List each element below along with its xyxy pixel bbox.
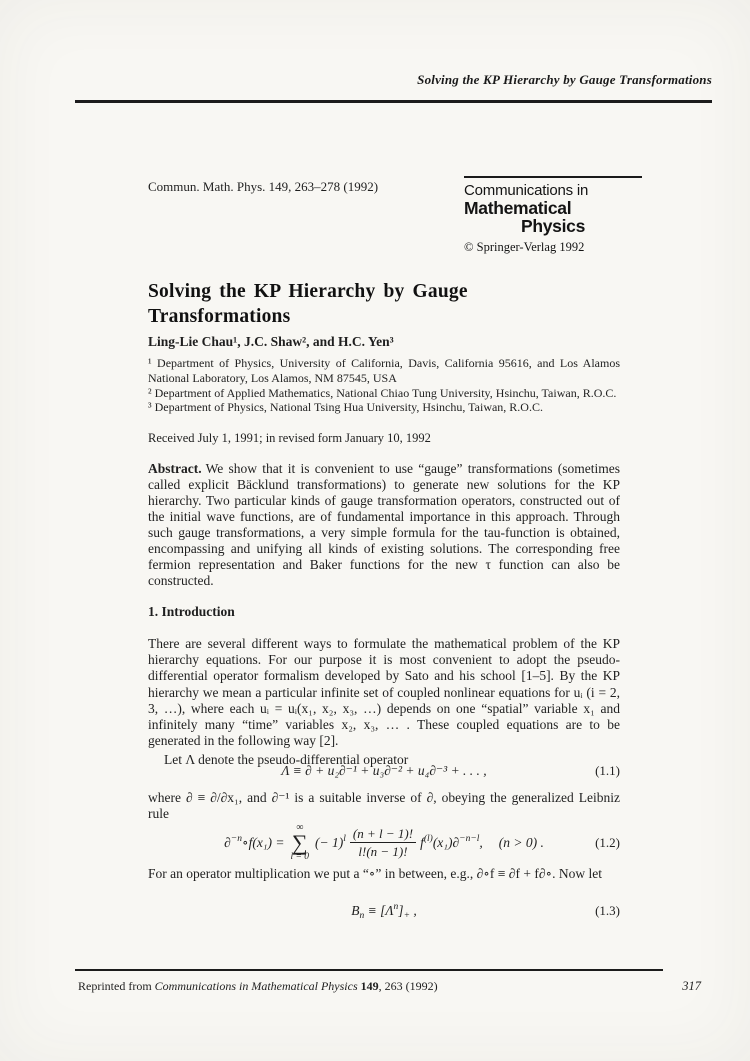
authors-line: Ling-Lie Chau¹, J.C. Shaw², and H.C. Yen³ (148, 334, 394, 349)
equation-1-1-body: Λ ≡ ∂ + u₂∂⁻¹ + u₃∂⁻² + u₄∂⁻³ + . . . , (281, 763, 487, 778)
math-fragment: ≡ [Λ (364, 903, 394, 918)
summation-upper-limit: ∞ (296, 822, 304, 834)
publisher-logo (464, 176, 642, 255)
intro-paragraph-1: There are several different ways to formulate the mathematical problem of the KP hierarchy equations. For our purpose it is most convenient to adopt the pseudo-differential operator formalism developed by Sato and his school [1–5]. By the KP hierarchy we mean a particular infinite set of coupled nonlinear equations for uᵢ (i = 2, 3, …), where each uᵢ = uᵢ(x₁, x₂, x₃, …) depends on one “spatial” variable x₁ and infinitely many “time” variables x₂, x₃, … . These coupled equations are to be generated in the following way [2]. (148, 636, 620, 749)
math-fragment: , (409, 903, 417, 918)
eq2-coefficient (315, 835, 346, 851)
affiliation-item-1: ¹ Department of Physics, University of California, Davis, California 95616, and Los Alamos National Laboratory, Los Alamos, NM 87545, USA (148, 356, 620, 385)
fraction-denominator: l!(n − 1)! (358, 844, 408, 860)
equation-1-3-body (351, 902, 417, 921)
footer-citation-journal: Communications in Mathematical Physics (154, 979, 361, 993)
footer-citation (78, 979, 438, 994)
math-fragment: f (420, 834, 424, 850)
eq2-tail (420, 835, 483, 851)
running-head: Solving the KP Hierarchy by Gauge Transformations (417, 72, 712, 87)
math-subscript: n (359, 911, 365, 921)
math-superscript: (l) (423, 833, 433, 844)
affiliation-item-2: ² Department of Applied Mathematics, National Chiao Tung University, Hsinchu, Taiwan, R.O.C. (148, 385, 617, 400)
math-fragment: ∂ (224, 834, 231, 850)
equation-1-2-number: (1.2) (595, 835, 620, 850)
footer-citation-prefix: Reprinted from (78, 979, 155, 993)
equation-1-1-number: (1.1) (595, 763, 620, 778)
math-fragment: B (351, 903, 360, 918)
equation-1-2-body (224, 823, 544, 862)
logo-communications-in: Communications in (464, 182, 589, 199)
intro-paragraph-4: For an operator multiplication we put a “∘” in between, e.g., ∂∘f ≡ ∂f + f∂∘. Now let (148, 866, 602, 881)
equation-1-2 (148, 820, 620, 866)
logo-mathematical: Mathematical (464, 198, 572, 218)
math-superscript: −n−l (459, 833, 480, 844)
section-heading-introduction: 1. Introduction (148, 604, 235, 619)
fraction-numerator: (n + l − 1)! (350, 826, 416, 844)
math-subscript: + (403, 911, 410, 921)
summation-symbol: ∑ (291, 830, 308, 856)
journal-citation: Commun. Math. Phys. 149, 263–278 (1992) (148, 179, 379, 194)
math-fragment: ∘f(x₁) = (241, 834, 285, 850)
eq2-condition: (n > 0) . (498, 834, 544, 850)
article-title-line1: Solving the KP Hierarchy by Gauge (148, 281, 468, 302)
math-fragment: (x₁)∂ (432, 834, 460, 850)
received-line: Received July 1, 1991; in revised form January 10, 1992 (148, 431, 431, 445)
math-superscript: l (343, 833, 346, 844)
summation-lower-limit: l = 0 (290, 852, 310, 863)
logo-rule (464, 176, 642, 178)
affiliation-item-3: ³ Department of Physics, National Tsing Hua University, Hsinchu, Taiwan, R.O.C. (148, 400, 543, 415)
math-fragment: ] (398, 903, 404, 918)
article-title-line2: Transformations (148, 305, 291, 327)
math-fragment: (− 1) (315, 834, 344, 850)
eq2-fraction (350, 826, 416, 860)
equation-1-3 (148, 903, 620, 919)
page-number: 317 (682, 979, 701, 993)
copyright-line: © Springer-Verlag 1992 (464, 240, 585, 254)
logo-physics: Physics (520, 216, 586, 236)
footer-citation-suffix: , 263 (1992) (378, 979, 438, 993)
abstract (148, 461, 620, 589)
abstract-label: Abstract. (148, 461, 202, 476)
math-superscript: n (393, 902, 399, 912)
equation-1-1 (148, 763, 620, 779)
eq2-lhs (224, 835, 284, 851)
article-title (148, 280, 620, 329)
math-superscript: −n (230, 833, 242, 844)
affiliations (148, 356, 620, 415)
eq2-summation (290, 823, 309, 862)
intro-paragraph-3: where ∂ ≡ ∂/∂x₁, and ∂⁻¹ is a suitable inverse of ∂, obeying the generalized Leibniz rule (148, 790, 620, 822)
intro-paragraph-2: Let Λ denote the pseudo-differential operator (164, 752, 409, 767)
math-fragment: , (479, 834, 483, 850)
header-rule (75, 100, 712, 103)
footer-citation-volume: 149 (360, 979, 379, 993)
abstract-text: We show that it is convenient to use “gauge” transformations (sometimes called explicit Bäcklund transformations) to generate new solutions for the KP hierarchy. Two particular kinds of gauge transformation operators, constructed out of the initial wave functions, are of fundamental importance in this approach. Through such gauge transformations, a very simple formula for the tau-function is obtained, encompassing and unifying all kinds of existing solutions. The corresponding free fermion representation and Baker functions for the new τ function can also be constructed. (148, 461, 620, 588)
footer-rule (75, 969, 663, 971)
equation-1-3-number: (1.3) (595, 903, 620, 918)
